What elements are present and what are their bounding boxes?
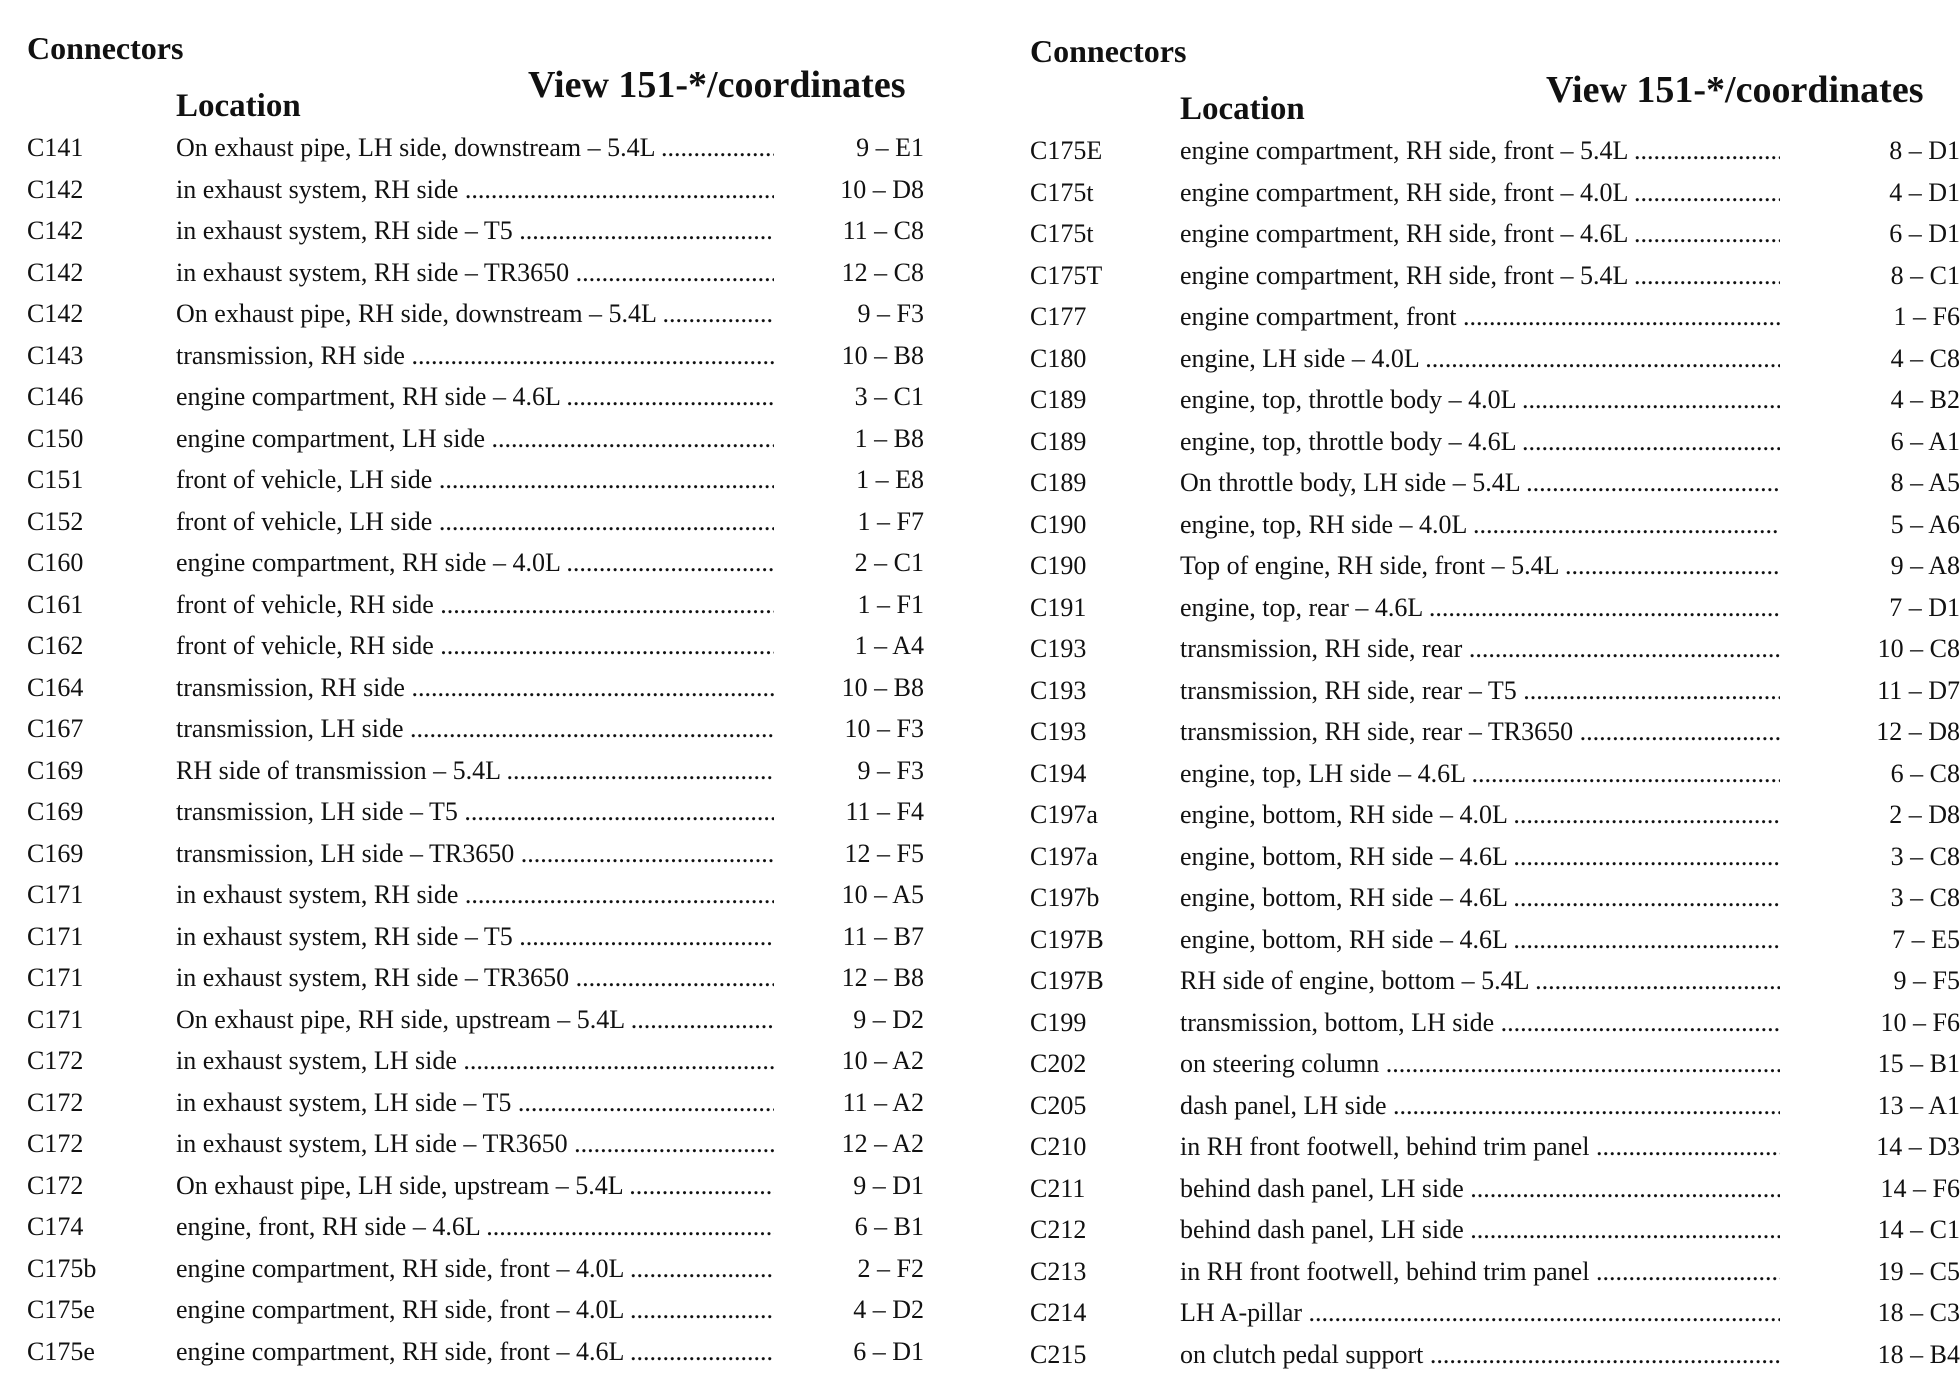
connector-id: C152 <box>27 506 84 536</box>
table-row <box>1030 1169 1960 1209</box>
connector-location: transmission, RH side, rear ..... <box>1180 629 1780 669</box>
view-coordinate: 2 – C1 <box>854 548 924 577</box>
table-row <box>0 377 930 417</box>
connector-id: C190 <box>1030 509 1087 539</box>
connector-id: C142 <box>27 257 84 287</box>
connector-id: C175e <box>27 1295 95 1324</box>
table-row <box>1030 795 1960 835</box>
table-row <box>0 792 930 832</box>
connector-location: engine, LH side – 4.0L ..... <box>1180 339 1780 379</box>
view-coordinate: 1 – B8 <box>854 423 924 453</box>
view-coordinate: 6 – B1 <box>854 1212 924 1241</box>
connector-location: in exhaust system, RH side – TR3650 ..... <box>176 958 774 998</box>
table-row <box>0 294 930 334</box>
connector-location: engine compartment, RH side, front – 4.0L ..... <box>176 1249 774 1289</box>
connector-location: engine compartment, RH side – 4.6L ..... <box>176 377 774 417</box>
table-row <box>1030 1127 1960 1167</box>
view-coordinate: 14 – C1 <box>1877 1215 1960 1244</box>
connector-id: C194 <box>1030 758 1087 788</box>
connector-id: C142 <box>27 299 84 328</box>
view-coordinate: 1 – A4 <box>854 631 924 660</box>
table-row <box>1030 380 1960 420</box>
connector-id: C171 <box>27 880 84 909</box>
view-coordinate: 19 – C5 <box>1877 1256 1960 1286</box>
view-coordinate: 18 – B4 <box>1877 1339 1960 1369</box>
table-row <box>1030 671 1960 711</box>
connector-id: C164 <box>27 672 84 702</box>
connector-id: C171 <box>27 963 84 992</box>
table-row <box>0 211 930 251</box>
connector-id: C214 <box>1030 1298 1087 1327</box>
connector-id: C212 <box>1030 1215 1087 1244</box>
view-coordinate: 1 – F7 <box>857 506 924 536</box>
table-row <box>1030 1044 1960 1084</box>
view-coordinate: 1 – F6 <box>1893 302 1960 331</box>
view-coordinate: 3 – C1 <box>854 382 924 411</box>
connector-location: transmission, LH side ..... <box>176 709 774 749</box>
view-coordinate: 4 – D1 <box>1889 177 1960 207</box>
table-row <box>1030 297 1960 337</box>
connector-location: engine compartment, RH side, front – 5.4L ..... <box>1180 256 1780 296</box>
view-coordinate: 1 – F1 <box>857 589 924 619</box>
table-row <box>1030 878 1960 918</box>
table-row <box>0 917 930 957</box>
view-coordinate: 14 – F6 <box>1880 1173 1960 1203</box>
connector-location: transmission, RH side ..... <box>176 336 774 376</box>
view-coordinate: 13 – A1 <box>1877 1090 1960 1120</box>
connector-location: front of vehicle, RH side ..... <box>176 626 774 666</box>
table-row <box>0 709 930 749</box>
connector-id: C175t <box>1030 177 1094 207</box>
connector-id: C213 <box>1030 1256 1087 1286</box>
table-row <box>1030 1210 1960 1250</box>
table-row <box>1030 546 1960 586</box>
view-coordinate: 10 – B8 <box>841 672 924 702</box>
table-row <box>0 1000 930 1040</box>
connector-id: C215 <box>1030 1339 1087 1369</box>
connector-id: C197b <box>1030 883 1100 912</box>
connector-location: engine, bottom, RH side – 4.6L ..... <box>1180 878 1780 918</box>
view-coordinate: 12 – B8 <box>841 963 924 992</box>
view-coordinate: 2 – D8 <box>1889 800 1960 829</box>
table-row <box>0 875 930 915</box>
view-coordinate: 9 – D1 <box>853 1170 924 1200</box>
view-coordinate: 4 – D2 <box>853 1295 924 1324</box>
connector-location: front of vehicle, RH side ..... <box>176 585 774 625</box>
connector-id: C171 <box>27 1004 84 1034</box>
connector-location: engine compartment, front ..... <box>1180 297 1780 337</box>
view-coordinate: 11 – F4 <box>845 797 924 826</box>
connector-location: engine, top, rear – 4.6L ..... <box>1180 588 1780 628</box>
connector-id: C191 <box>1030 592 1087 622</box>
connector-id: C161 <box>27 589 84 619</box>
connector-id: C177 <box>1030 302 1087 331</box>
view-coordinate: 7 – D1 <box>1889 592 1960 622</box>
view-coordinate: 1 – E8 <box>856 465 924 494</box>
view-coordinate: 8 – D1 <box>1889 136 1960 165</box>
connector-id: C174 <box>27 1212 84 1241</box>
table-row <box>0 170 930 210</box>
table-row <box>1030 1335 1960 1375</box>
connector-id: C197a <box>1030 800 1098 829</box>
connector-id: C175T <box>1030 260 1103 290</box>
view-coordinate: 9 – A8 <box>1890 551 1960 580</box>
connector-location: engine, top, RH side – 4.0L ..... <box>1180 505 1780 545</box>
connector-id: C197B <box>1030 924 1104 954</box>
connector-id: C189 <box>1030 385 1087 414</box>
view-coordinate: 12 – A2 <box>841 1129 924 1158</box>
view-coordinate: 3 – C8 <box>1890 841 1960 871</box>
view-coordinate: 6 – C8 <box>1890 758 1960 788</box>
connector-id: C175t <box>1030 219 1094 248</box>
table-row <box>1030 754 1960 794</box>
view-coordinate: 12 – D8 <box>1876 717 1960 746</box>
connector-location: in exhaust system, RH side ..... <box>176 170 774 210</box>
connector-location: Top of engine, RH side, front – 5.4L ..... <box>1180 546 1780 586</box>
view-coordinate: 11 – C8 <box>842 216 924 245</box>
connector-id: C175e <box>27 1336 95 1366</box>
connectors-heading: Connectors <box>27 30 184 66</box>
view-coordinate: 10 – D8 <box>840 174 924 204</box>
connector-id: C193 <box>1030 717 1087 746</box>
connector-id: C193 <box>1030 634 1087 663</box>
table-row <box>0 1166 930 1206</box>
connector-id: C162 <box>27 631 84 660</box>
table-row <box>1030 588 1960 628</box>
connector-location: in exhaust system, LH side – TR3650 ..... <box>176 1124 774 1164</box>
table-row <box>1030 1086 1960 1126</box>
table-row <box>0 1083 930 1123</box>
connector-location: engine compartment, LH side ..... <box>176 419 774 459</box>
connector-location: On throttle body, LH side – 5.4L ..... <box>1180 463 1780 503</box>
connector-id: C172 <box>27 1087 84 1117</box>
connector-location: in RH front footwell, behind trim panel ..... <box>1180 1127 1780 1167</box>
table-row <box>1030 173 1960 213</box>
connector-location: engine compartment, RH side, front – 4.0L ..... <box>1180 173 1780 213</box>
view-coordinate: 9 – D2 <box>853 1004 924 1034</box>
table-row <box>0 751 930 791</box>
connector-id: C142 <box>27 216 84 245</box>
view-coordinate: 6 – D1 <box>1889 219 1960 248</box>
view-coordinate: 4 – B2 <box>1890 385 1960 414</box>
table-row <box>1030 214 1960 254</box>
table-row <box>0 253 930 293</box>
table-row <box>1030 920 1960 960</box>
table-row <box>0 336 930 376</box>
view-coordinate: 6 – A1 <box>1890 426 1960 456</box>
connector-location: front of vehicle, LH side ..... <box>176 460 774 500</box>
view-coordinate: 10 – B8 <box>841 340 924 370</box>
connector-location: in exhaust system, RH side – T5 ..... <box>176 917 774 957</box>
connector-location: on steering column ..... <box>1180 1044 1780 1084</box>
connector-location: RH side of transmission – 5.4L ..... <box>176 751 774 791</box>
view-coordinate: 2 – F2 <box>857 1253 924 1283</box>
table-row <box>0 543 930 583</box>
connector-id: C190 <box>1030 551 1087 580</box>
view-coordinates-header: View 151-*/coordinates <box>1546 69 1924 111</box>
view-coordinate: 8 – A5 <box>1890 468 1960 497</box>
connector-location: in exhaust system, RH side – TR3650 ..... <box>176 253 774 293</box>
connector-location: on clutch pedal support ..... <box>1180 1335 1780 1375</box>
connector-location: engine compartment, RH side, front – 4.6L ..... <box>176 1332 774 1372</box>
connector-location: RH side of engine, bottom – 5.4L ..... <box>1180 961 1780 1001</box>
table-row <box>0 958 930 998</box>
connector-id: C199 <box>1030 1007 1087 1037</box>
location-header: Location <box>176 88 301 124</box>
connector-location: engine compartment, RH side, front – 4.6L ..... <box>1180 214 1780 254</box>
table-row <box>0 460 930 500</box>
table-row <box>0 128 930 168</box>
connector-location: engine compartment, RH side, front – 5.4L ..... <box>1180 131 1780 171</box>
view-coordinate: 5 – A6 <box>1890 509 1960 539</box>
view-coordinate: 6 – D1 <box>853 1336 924 1366</box>
connector-location: in exhaust system, RH side – T5 ..... <box>176 211 774 251</box>
view-coordinate: 10 – C8 <box>1877 634 1960 663</box>
connector-location: in exhaust system, LH side ..... <box>176 1041 774 1081</box>
connector-location: engine, top, throttle body – 4.6L ..... <box>1180 422 1780 462</box>
connector-id: C172 <box>27 1170 84 1200</box>
connector-id: C169 <box>27 838 84 868</box>
table-row <box>0 419 930 459</box>
view-coordinate: 11 – A2 <box>842 1087 924 1117</box>
connectors-heading: Connectors <box>1030 33 1187 69</box>
location-header: Location <box>1180 91 1305 127</box>
connector-location: LH A-pillar ..... <box>1180 1293 1780 1333</box>
connector-id: C172 <box>27 1046 84 1075</box>
view-coordinate: 9 – F3 <box>857 299 924 328</box>
connector-id: C197a <box>1030 841 1098 871</box>
connector-id: C171 <box>27 921 84 951</box>
connector-location: dash panel, LH side ..... <box>1180 1086 1780 1126</box>
connector-location: On exhaust pipe, RH side, downstream – 5.4L ..... <box>176 294 774 334</box>
connector-location: transmission, bottom, LH side ..... <box>1180 1003 1780 1043</box>
table-row <box>1030 961 1960 1001</box>
table-row <box>0 834 930 874</box>
table-row <box>0 1207 930 1247</box>
view-coordinate: 18 – C3 <box>1877 1298 1960 1327</box>
connector-id: C189 <box>1030 426 1087 456</box>
connector-location: behind dash panel, LH side ..... <box>1180 1210 1780 1250</box>
connector-id: C180 <box>1030 343 1087 373</box>
table-row <box>1030 1293 1960 1333</box>
connector-id: C175E <box>1030 136 1103 165</box>
table-row <box>1030 339 1960 379</box>
connector-location: engine compartment, RH side, front – 4.0L ..... <box>176 1290 774 1330</box>
connector-location: transmission, LH side – TR3650 ..... <box>176 834 774 874</box>
connector-location: transmission, RH side, rear – T5 ..... <box>1180 671 1780 711</box>
connector-id: C172 <box>27 1129 84 1158</box>
connector-id: C193 <box>1030 675 1087 705</box>
connector-id: C143 <box>27 340 84 370</box>
table-row <box>0 1332 930 1372</box>
connector-id: C169 <box>27 797 84 826</box>
connector-id: C211 <box>1030 1173 1086 1203</box>
connector-location: transmission, LH side – T5 ..... <box>176 792 774 832</box>
table-row <box>0 1290 930 1330</box>
table-row <box>0 1041 930 1081</box>
view-coordinates-header: View 151-*/coordinates <box>528 64 906 106</box>
table-row <box>0 626 930 666</box>
view-coordinate: 10 – F3 <box>844 714 924 743</box>
connector-location: engine, top, throttle body – 4.0L ..... <box>1180 380 1780 420</box>
table-row <box>1030 837 1960 877</box>
view-coordinate: 9 – F3 <box>857 755 924 785</box>
table-row <box>1030 712 1960 752</box>
connector-location: in exhaust system, RH side ..... <box>176 875 774 915</box>
connector-location: engine, bottom, RH side – 4.6L ..... <box>1180 920 1780 960</box>
connector-location: front of vehicle, LH side ..... <box>176 502 774 542</box>
view-coordinate: 15 – B1 <box>1877 1049 1960 1078</box>
view-coordinate: 9 – E1 <box>856 133 924 162</box>
table-row <box>1030 1252 1960 1292</box>
connector-id: C160 <box>27 548 84 577</box>
table-row <box>1030 1003 1960 1043</box>
connector-id: C141 <box>27 133 84 162</box>
connector-id: C142 <box>27 174 84 204</box>
view-coordinate: 12 – C8 <box>841 257 924 287</box>
connector-location: On exhaust pipe, RH side, upstream – 5.4L ..... <box>176 1000 774 1040</box>
view-coordinate: 9 – F5 <box>1893 966 1960 995</box>
view-coordinate: 12 – F5 <box>844 838 924 868</box>
view-coordinate: 4 – C8 <box>1890 343 1960 373</box>
view-coordinate: 11 – B7 <box>842 921 924 951</box>
connector-location: transmission, RH side ..... <box>176 668 774 708</box>
connector-id: C146 <box>27 382 84 411</box>
table-row <box>1030 629 1960 669</box>
connector-id: C169 <box>27 755 84 785</box>
connector-id: C151 <box>27 465 84 494</box>
view-coordinate: 3 – C8 <box>1890 883 1960 912</box>
view-coordinate: 8 – C1 <box>1890 260 1960 290</box>
table-row <box>1030 422 1960 462</box>
connector-id: C210 <box>1030 1132 1087 1161</box>
connector-id: C150 <box>27 423 84 453</box>
table-row <box>0 668 930 708</box>
view-coordinate: 11 – D7 <box>1877 675 1960 705</box>
connector-id: C167 <box>27 714 84 743</box>
connector-id: C202 <box>1030 1049 1087 1078</box>
table-row <box>0 585 930 625</box>
connector-location: engine compartment, RH side – 4.0L ..... <box>176 543 774 583</box>
connector-location: in RH front footwell, behind trim panel ..... <box>1180 1252 1780 1292</box>
view-coordinate: 10 – A5 <box>841 880 924 909</box>
table-row <box>0 1249 930 1289</box>
table-row <box>0 1124 930 1164</box>
connector-location: On exhaust pipe, LH side, upstream – 5.4L ..... <box>176 1166 774 1206</box>
table-row <box>1030 256 1960 296</box>
connector-location: On exhaust pipe, LH side, downstream – 5.4L ..... <box>176 128 774 168</box>
connector-location: transmission, RH side, rear – TR3650 ..... <box>1180 712 1780 752</box>
view-coordinate: 14 – D3 <box>1876 1132 1960 1161</box>
table-row <box>1030 131 1960 171</box>
connector-id: C189 <box>1030 468 1087 497</box>
connector-id: C175b <box>27 1253 97 1283</box>
view-coordinate: 7 – E5 <box>1892 924 1960 954</box>
table-row <box>1030 505 1960 545</box>
connector-location: engine, bottom, RH side – 4.6L ..... <box>1180 837 1780 877</box>
connector-location: engine, front, RH side – 4.6L ..... <box>176 1207 774 1247</box>
view-coordinate: 10 – F6 <box>1880 1007 1960 1037</box>
connector-id: C205 <box>1030 1090 1087 1120</box>
view-coordinate: 10 – A2 <box>841 1046 924 1075</box>
connector-location: in exhaust system, LH side – T5 ..... <box>176 1083 774 1123</box>
connector-location: behind dash panel, LH side ..... <box>1180 1169 1780 1209</box>
connector-location: engine, top, LH side – 4.6L ..... <box>1180 754 1780 794</box>
connector-id: C197B <box>1030 966 1104 995</box>
table-row <box>0 502 930 542</box>
table-row <box>1030 463 1960 503</box>
connector-location: engine, bottom, RH side – 4.0L ..... <box>1180 795 1780 835</box>
